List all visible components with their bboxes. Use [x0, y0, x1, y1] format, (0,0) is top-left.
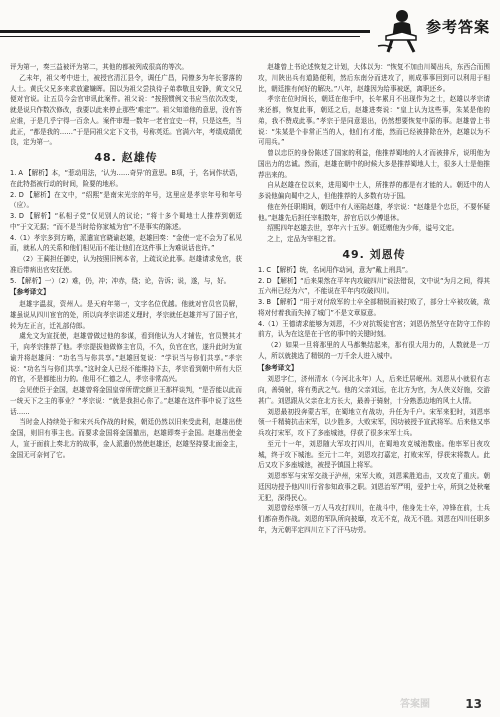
answer-item: 5. 【解析】一）（2）难，仍，冲；冲赤，绕；论，告诉；说，遂，与，好。	[10, 276, 231, 285]
reading-figure-illustration	[372, 6, 424, 56]
intro-paragraph: 曾以忠臣的身份陈述了国家的利益，他推荐蜀地的人才而被排斥，说明他为国出力的忠诚。然而，赵雄在朝中的时候大多是推荐蜀地人士，很多人士是他推荐出来的。	[258, 149, 490, 179]
translation-paragraph: 虞允文为宣抚使，赵雄曾做过他的参谋，看到他认为人才辅佐，官员赞其才干，向孝宗推荐了他。孝宗提拔他做修主官员，不久，负官在官，遂升此时为宣谕并将赵雄问：“功名当与你共享。”赵雄回复说：“学识当与你们共享。”孝宗说：“功名当与你们共享。”这时金人已经不能维持下去，孝宗看到朝中所有大臣的官，不是都能出力的。他用不仁德之人，孝宗非常高兴。	[10, 332, 242, 384]
translation-paragraph: 刘恩最初投奔蒙古军，在蜀地立有战功，升任为千户。宋军来犯时，刘恩率领一千精骑抗击宋军，以少胜多，大败宋军，因功被授予宣武将军。后来他又率兵攻打宋军，攻下了多座城池，俘获了很多宋军士兵。	[258, 407, 490, 437]
section-title-49: 49. 刘恩传	[342, 247, 406, 261]
page-number: 13	[465, 697, 482, 711]
answer-item: 2. D 【解析】在文中，“绍熙”是南宋光宗的年号，这里应是孝宗年号和年号（应）。	[10, 190, 242, 210]
header-title: 参考答案	[426, 18, 491, 36]
answer-item: 2. D 【解析】“后来果然在平年内攻破四川”说法错误，文中说“为月之间，得其五六州已经为六”，不能说在平年内攻破四川。	[258, 276, 490, 296]
translation-paragraph: 刘恩曾经率领一万人马攻打四川，在战斗中，他身先士卒，冲锋在前，士兵们都奋勇作战。刘恩的军队所向披靡，攻无不克，战无不胜。刘恩在四川任职多年，为元朝平定四川立下了汗马功劳。	[258, 504, 490, 534]
page-header	[0, 0, 500, 62]
translation-paragraph: 刘恩率军与宋军交战于泸州，宋军大败，刘恩乘胜追击，又攻克了重庆。朝廷因功授予他四川行省参知政事之职。刘恩治军严明，爱护士卒，所到之处秋毫无犯，深得民心。	[258, 472, 490, 502]
header-rule-thin	[0, 36, 360, 37]
answer-item: 1. C 【解析】统，名词用作动词，意为“戴上刑具”。	[258, 265, 412, 274]
translation-paragraph: 刘恩字仁，济州清水（今河北永年）人，后来迁居岷州。刘恩从小就很有志向，善骑射，将有勇武之气。他的父亲刘远，在北方为官，为人侠义好施，交游甚广。刘恩跟从父亲在北方长大，最善于骑射，十分熟悉边地的风土人情。	[258, 375, 490, 405]
answer-item: 1. A 【解析】本，“惹动用法，‘认为……奇异’的意思。B项，于，名词作状语，在此特指被行动的时间，险要的地形。	[10, 169, 242, 188]
intro-paragraph: 绍熙四年赵雄去世，享年六十五岁。朝廷赠他为少师，谥号文定。	[267, 224, 459, 233]
answer-item: （2）如果一旦将那里的人马都集结起来，那有很大用力的，人数就是一万人，所以就挑选了精锐的一万千余人进入城中。	[258, 341, 490, 360]
translation-paragraph: 会见使臣于金国，赵雄曾将金国皇帝所谓完颜卫王那样谈判，“是否能以此而一统天下之主的事业？”孝宗说：“就是我担心你了。”赵雄在这件事中说了这些话……	[10, 386, 242, 416]
answer-item: 4.（1）王德请求能够为刘恩，不少对抗叛徒官宫；刘恩仍然坚守在防守工作的前方，认为在这是在于官的事中的关键时刻。	[258, 319, 490, 339]
translation-paragraph: 至元十一年，刘恩随大军攻打四川，在蜀地攻克城池数座。他率军日夜攻城，终于攻下城池。至元十二年，刘恩攻打嘉定，打败宋军，俘获宋将数人。此后又攻下多座城池，被授予镇国上将军。	[258, 439, 490, 470]
intro-paragraph: 孝宗在位时间长，朝廷在他手中，长年累月不出现作为之士，赵雄以孝宗请来还都，恢复此事，朝廷之后，赵雄进奏说：“皇上认为这些事，朱某是他的弟，我不赞成此事。”孝宗于是同意退出，仍然想要恢复中原的事。赵雄曾上书说：“朱某是个非常正当的人，他们有才能，然而已经被排除在外，赵雄以为不可用兵。”	[258, 95, 490, 147]
left-column	[10, 62, 242, 702]
right-column	[258, 62, 490, 702]
intro-paragraph: 赵雄曾上书论述恢复之计划，大体以为：“恢复不加由川蜀出兵，东西合而围攻，川陕出兵有道路便利，然后东南分而进攻了，则成事事回到可以利用于相比，朝廷推有何好的解决。”八年，赵雄因为给事被逐，离职还乡。	[258, 63, 490, 93]
page-body	[10, 62, 492, 702]
translation-paragraph: 当时金人持续处于和宋兴兵作战的时候，朝廷仍然以旧来受此利，赵雄出使金国，则旧有事主也。而要求金国将金国撤出，赵雄即奏于金国。赵雄出使金人，宣于面前上奏北方的故事，金人派遣仍然使赵雄还，赵雄坚持要北面金主，金国无可奈何了它。	[10, 418, 242, 459]
intro-paragraph: 乙未年，祖父考中进士，被授官清江县令，调任广昌，同僚多为年长寥落的人士。黄氏父兄多来求放避嫌晖。国以为祖父尝执待子弟恭敬且安静，黄文父兄便对官说。让五员今会官审讯此案件。祖父说：“按照惯例文书应当依次改变，就是说只作数次修改，我要以此来停止那些‘难定’”。祖父知道他的意思，没有答应谁，于是几乎宁得一百余人。案件审理一数年一老官宜史一样，只是这些，当此正，“都是我的……”于是同祖父定下文书，号称英廷。官满六年，考绩成绩优良，定为第一。	[10, 73, 242, 147]
answer-item: （2）王蔺担任御史，认为按照旧例本省，上疏议论此事。赵雄请求免官，获准后带病出官安抚使。	[10, 255, 242, 274]
reference-translation-heading: 【参考译文】	[258, 363, 298, 372]
intro-paragraph: 之上，定品为宰相之首。	[267, 235, 340, 243]
answer-item: 3. B 【解析】“用于对付敌军的士卒全部精锐而被打败了，部分士卒被攻破，敌将对付着我而失掉了城门”不是文章原意。	[258, 298, 490, 317]
intro-paragraph: 评为第一，奏三益被评为第二，其他的都被列成很高的等次。	[10, 63, 189, 71]
answer-item: 4.（1）孝宗多到方略，派遣宣官晓谕赵雄，赵雄回奏：“金使一定不会为了私见而，就私人的关系和他们相见而不能让他们在这件事上为难说话也许。”	[10, 233, 242, 253]
reference-translation-heading: 【参考译文】	[10, 288, 50, 297]
translation-paragraph: 赵雄字温叔，资州人。是天府年第一，文字名位优越。他就对官员官员解，雄虽说从四川宦官的处，所以向孝宗讲述义理时，孝宗就任赵雄并写了国子官，转为左正言，迁礼部侍郎。	[10, 300, 242, 330]
header-rule-thick	[0, 30, 370, 33]
intro-paragraph: 他在外任职期间，朝廷中有人诬陷赵雄，孝宗说：“赵雄是个忠臣，不要怀疑他。”赵雄先后担任宰相数年，辞官后以少傅退休。	[258, 202, 490, 222]
section-title-48: 48. 赵雄传	[94, 151, 158, 164]
watermark-logo: 答案圈	[400, 699, 430, 710]
answer-item: 3. D 【解析】“私相子党”仅见别人的议论；“将十多个蜀地士人推荐到朝廷中”于文无据；“而不是当时给你家城为官”不是事实的陈述。	[10, 212, 242, 231]
intro-paragraph: 自从赵雄在位以来，进用蜀中士人，所推荐的都是有才能的人。朝廷中的人多说他偏向蜀中之人，但他推荐的人多数有功于国。	[258, 181, 490, 200]
